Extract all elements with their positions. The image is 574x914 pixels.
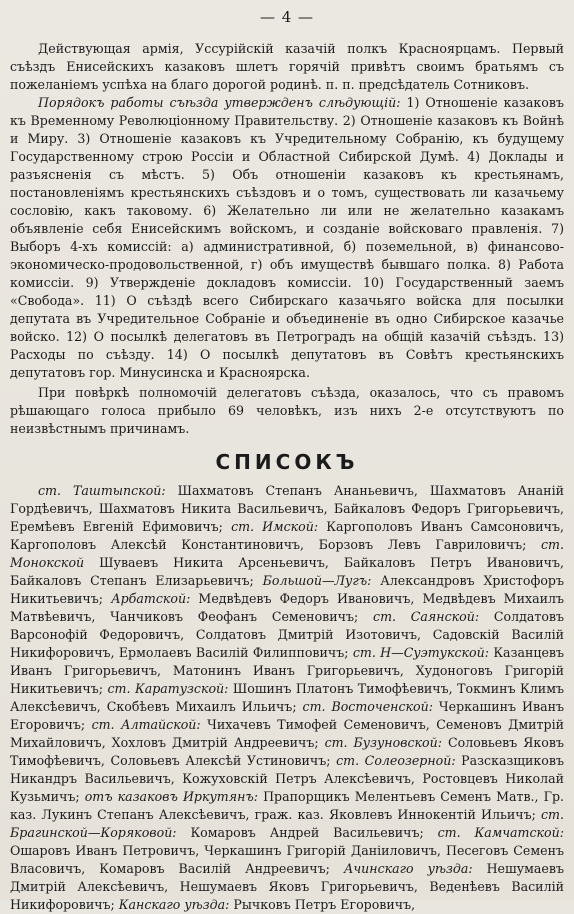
delegate-names: Шуваевъ Никита Арсеньевичъ, Байкаловъ Петръ Ивановичъ, Байкаловъ Степанъ Елизарьевичъ; — [10, 555, 564, 588]
delegate-names: Шошинъ Платонъ Тимофѣевичъ, Токминъ Климъ Алексѣевичъ, Скобѣевъ Михаилъ Ильичъ; — [10, 681, 564, 714]
station-name: ст. Каратузской: — [107, 681, 229, 696]
station-name: ст. Солеозерной: — [336, 753, 456, 768]
station-name: ст. Саянской: — [373, 609, 480, 624]
station-name: ст. Камчатской: — [437, 825, 564, 840]
telegram-paragraph: Действующая армія, Уссурійскій казачій полкъ Красноярцамъ. Первый съѣздъ Енисейскихъ казаковъ шлетъ горячій привѣтъ своимъ братьямъ съ пожеланіемъ успѣха на благо дорогой родинѣ. п. п. предсѣдатель Сотниковъ. — [10, 41, 564, 92]
credentials-paragraph: При повѣркѣ полномочій делегатовъ съѣзда, оказалось, что съ правомъ рѣшающаго голоса прибыло 69 человѣкъ, изъ нихъ 2-е отсутствуютъ по неизвѣстнымъ причинамъ. — [10, 385, 564, 436]
station-name: Ачинскаго уѣзда: — [343, 861, 473, 876]
station-name: отъ казаковъ Иркутянъ: — [84, 789, 259, 804]
delegate-names: Шахматовъ Степанъ Ананьевичъ, Шахматовъ Ананій Гордѣевичъ, Шахматовъ Никита Васильевичъ, Байкаловъ Федоръ Григорьевичъ, Еремѣевъ Евгеній Ефимовичъ; — [10, 483, 564, 534]
station-name: ст. Имской: — [231, 519, 319, 534]
delegate-names: Комаровъ Андрей Васильевичъ; — [176, 825, 438, 840]
station-name: ст. Монокской — [10, 537, 564, 570]
delegate-names: Казанцевъ Иванъ Григорьевичъ, Матонинъ Иванъ Григорьевичъ, Худоноговъ Григорій Никитьевичъ; — [10, 645, 564, 696]
delegate-names: Черкашинъ Иванъ Егоровичъ; — [10, 699, 564, 732]
delegate-names: Соловьевъ Яковъ Тимофѣевичъ, Соловьевъ Алексѣй Устиновичъ; — [10, 735, 564, 768]
agenda-lead: Порядокъ работы съѣзда утвержденъ слѣдующій: — [38, 95, 401, 110]
delegate-names: Рычковъ Петръ Егоровичъ, — [229, 897, 416, 912]
delegate-list — [10, 482, 564, 914]
delegate-names: Чихачевъ Тимофей Семеновичъ, Семеновъ Дмитрій Михайловичъ, Хохловъ Дмитрій Андреевичъ; — [10, 717, 564, 750]
station-name: ст. Брагинской—Коряковой: — [10, 807, 564, 840]
agenda-text: 1) Отношеніе казаковъ къ Временному Революціонному Правительству. 2) Отношеніе казаковъ къ Войнѣ и Миру. 3) Отношеніе казаковъ къ Учредительному Собранію, къ будущему Государственному строю Россіи и Областной Сибирской Думѣ. 4) Доклады и разъясненія съ мѣстъ. 5) Объ отношеніи казаковъ къ крестьянамъ, постановленіямъ крестьянскихъ съѣздовъ и о томъ, существовать ли казачьему сословію, какъ таковому. 6) Желательно ли или не желательно казакамъ объявленіе себя Енисейскимъ войскомъ, и созданіе войсковаго правленія. 7) Выборъ 4-хъ комиссій: а) административной, б) поземельной, в) финансово-экономическо-продовольственной, г) объ имуществѣ бывшаго полка. 8) Работа комиссіи. 9) Утвержденіе докладовъ комиссіи. 10) Государственный заемъ «Свобода». 11) О съѣздѣ всего Сибирскаго казачьяго войска для посылки депутата въ Учредительное Собраніе и объединеніе въ одно Сибирское казачье войско. 12) О посылкѣ делегатовъ въ Петроградъ на общій казачій съѣздъ. 13) Расходы по съѣзду. 14) О посылкѣ депутатовъ въ Совѣтъ крестьянскихъ депутатовъ гор. Минусинска и Красноярска. — [10, 95, 564, 380]
agenda-paragraph — [10, 94, 564, 382]
delegate-names: Медвѣдевъ Федоръ Ивановичъ, Медвѣдевъ Михаилъ Матвѣевичъ, Чанчиковъ Феофанъ Семеновичъ; — [10, 591, 564, 624]
station-name: ст. Восточенской: — [302, 699, 433, 714]
page-number: — 4 — — [259, 8, 315, 26]
station-name: Большой—Лугъ: — [262, 573, 372, 588]
station-name: ст. Н—Суэтукской: — [352, 645, 489, 660]
delegate-names: Нешумаевъ Дмитрій Алексѣевичъ, Нешумаевъ Яковъ Григорьевичъ, Веденѣевъ Василій Никифоровичъ; — [10, 861, 564, 912]
delegate-names: Ошаровъ Иванъ Петровичъ, Черкашинъ Григорій Даніиловичъ, Песеговъ Семенъ Власовичъ, Комаровъ Василій Андреевичъ; — [10, 843, 564, 876]
station-name: Канскаго уѣзда: — [118, 897, 230, 912]
station-name: ст. Алтайской: — [91, 717, 201, 732]
station-name: ст. Таштыпской: — [38, 483, 166, 498]
delegate-names: Прапорщикъ Мелентьевъ Семенъ Матв., Гр. каз. Лукинъ Степанъ Алексѣевичъ, граж. каз. Яковлевъ Иннокентій Ильичъ; — [10, 789, 565, 822]
station-name: Арбатской: — [111, 591, 191, 606]
delegate-names: Каргополовъ Иванъ Самсоновичъ, Каргополовъ Алексѣй Константиновичъ, Борзовъ Левъ Гавриловичъ; — [10, 519, 565, 552]
station-name: ст. Бузуновской: — [324, 735, 442, 750]
delegate-names: Разсказщиковъ Никандръ Васильевичъ, Кожуховскій Петръ Алексѣевичъ, Ростовцевъ Николай Кузьмичъ; — [10, 753, 564, 804]
delegate-names: Солдатовъ Варсонофій Федоровичъ, Солдатовъ Дмитрій Изотовичъ, Садовскій Василій Никифоровичъ, Ермолаевъ Василій Филипповичъ; — [10, 609, 565, 660]
delegate-names: Александровъ Христофоръ Никитьевичъ; — [10, 573, 564, 606]
list-title: СПИСОКЪ — [215, 450, 359, 474]
